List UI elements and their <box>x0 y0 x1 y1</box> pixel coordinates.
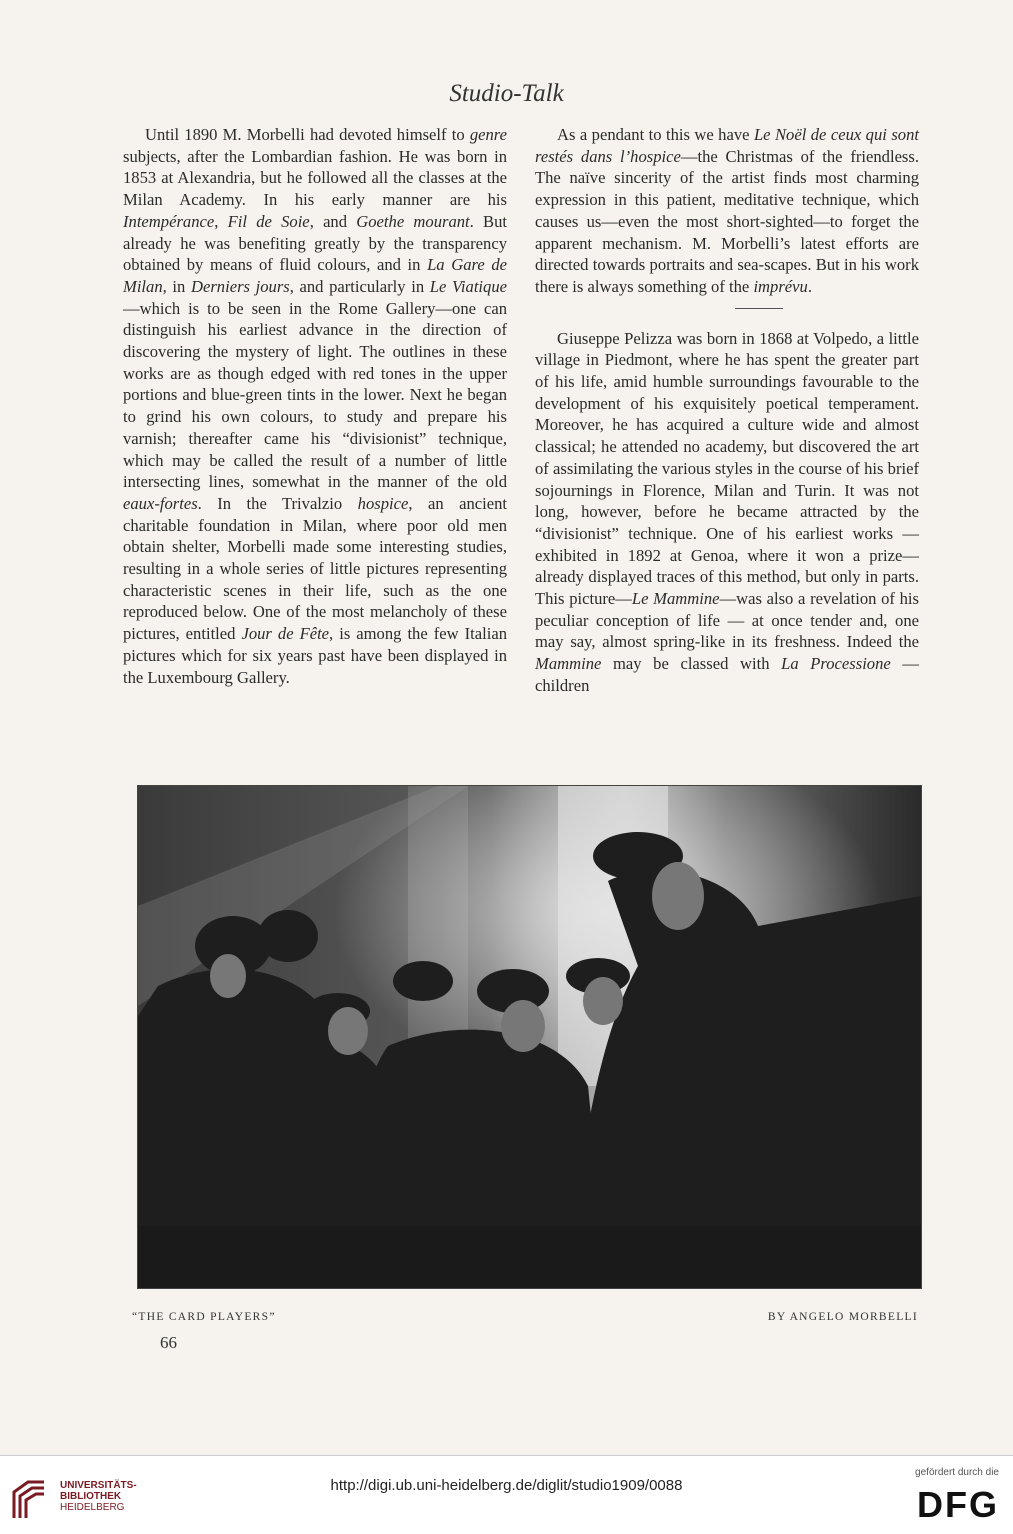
dfg-logo[interactable]: DFG <box>917 1484 999 1525</box>
text-run: —was also a revelation of his peculiar conception of life — at once tender and, one may say, almost spring-like in its freshness. Indeed the <box>535 589 919 652</box>
plate-caption-title: “THE CARD PLAYERS” <box>132 1311 276 1323</box>
text-run: Until 1890 M. Morbelli had devoted himself to <box>145 125 470 144</box>
funded-by-label: gefördert durch die <box>915 1467 999 1478</box>
text-run: . In the Trivalzio <box>197 493 358 513</box>
italic-title: imprévu <box>753 276 808 296</box>
italic-title: Jour de Fête <box>241 624 330 644</box>
text-run: subjects, after the Lombardian fashion. He was born in 1853 at Alexandria, but he followed all the classes at the Milan Academy. In his early manner are his <box>123 146 507 210</box>
italic-title: Goethe mourant <box>356 211 470 231</box>
italic-title: Le Mammine <box>631 589 720 609</box>
italic-title: Mammine <box>535 654 602 674</box>
section-divider <box>535 298 919 328</box>
italic-title: genre <box>469 125 507 144</box>
right-column <box>535 124 919 697</box>
library-name-line: HEIDELBERG <box>60 1502 125 1513</box>
italic-title: Le Viatique <box>429 276 508 296</box>
permalink-url[interactable]: http://digi.ub.uni-heidelberg.de/diglit/studio1909/0088 <box>330 1477 683 1494</box>
italic-title: La Gare de Milan <box>123 255 507 296</box>
text-run: . But already he was benefiting greatly by the transparency obtained by means of fluid colours, and in <box>123 211 508 275</box>
italic-title: eaux-fortes <box>123 493 198 513</box>
left-column <box>123 124 507 688</box>
footer-bar <box>0 1455 1013 1534</box>
italic-title: La Processione <box>781 654 891 674</box>
text-run: Giuseppe Pelizza was born in 1868 at Volpedo, a little village in Piedmont, where he has spent the greater part of his life, amid humble surroundings favourable to the development of his exquisitely poetical temperament. Moreover, he has acquired a culture wide and almost classical; he attended no academy, but discovered the art of assimilating the various styles in the course of his brief sojournings in Florence, Milan and Turin. It was not long, however, before he became attracted by the “divisionist” technique. One of his earliest works —exhibited in 1892 at Genoa, where it won a prize—already displayed traces of this method, but only in parts. This picture— <box>535 328 919 609</box>
text-run: , and <box>309 211 357 231</box>
italic-title: Derniers jours <box>190 276 290 296</box>
italic-title: Intempérance <box>123 211 215 231</box>
paragraph <box>535 124 919 298</box>
text-run: . <box>807 276 812 296</box>
library-name-line: UNIVERSITÄTS- <box>60 1480 137 1491</box>
paragraph <box>123 124 507 688</box>
text-run: , is among the few Italian pictures which for six years past have been displayed in the Luxembourg Gallery. <box>123 624 507 687</box>
italic-title: Fil de Soie <box>227 211 310 231</box>
text-run: , <box>214 211 228 231</box>
library-name-line: BIBLIOTHEK <box>60 1491 122 1502</box>
italic-title: hospice <box>357 493 409 513</box>
text-run: , and particularly in <box>289 276 430 296</box>
text-run: —the Christmas of the friendless. The naïve sincerity of the artist finds most charming expression in this patient, meditative technique, which causes us—even the most short-sighted—to forget the apparent mechanism. M. Morbelli’s latest efforts are directed towards portraits and sea-scapes. But in his work there is always something of the <box>535 146 919 296</box>
page-number: 66 <box>160 1333 177 1352</box>
paragraph <box>535 328 919 697</box>
plate-caption-artist: BY ANGELO MORBELLI <box>767 1311 918 1323</box>
plate-illustration <box>137 785 922 1289</box>
text-run: , an ancient charitable foundation in Milan, where poor old men obtain shelter, Morbelli made some interesting studies, resulting in a whole series of little pictures representing characteristic scenes in their life, such as the one reproduced below. One of the most melancholy of these pictures, entitled <box>123 493 507 644</box>
italic-title: Le Noël de ceux qui sont restés dans l’hospice <box>535 125 919 166</box>
card-players-picture <box>138 786 921 1288</box>
text-run: may be classed with <box>601 654 782 674</box>
text-run: As a pendant to this we have <box>557 125 754 144</box>
text-run: —which is to be seen in the Rome Gallery—one can distinguish his earliest advance in the direction of discovering the mystery of light. The outlines in these works are as though edged with red tones in the upper portions and blue-green tints in the lower. Next he began to grind his own colours, to study and prepare his varnish; thereafter came his “divisionist” technique, which may be called the result of a number of little intersecting lines, somewhat in the manner of the old <box>123 298 507 492</box>
text-run: , in <box>162 276 191 296</box>
text-run: — children <box>535 654 919 695</box>
running-title: Studio-Talk <box>449 80 564 107</box>
